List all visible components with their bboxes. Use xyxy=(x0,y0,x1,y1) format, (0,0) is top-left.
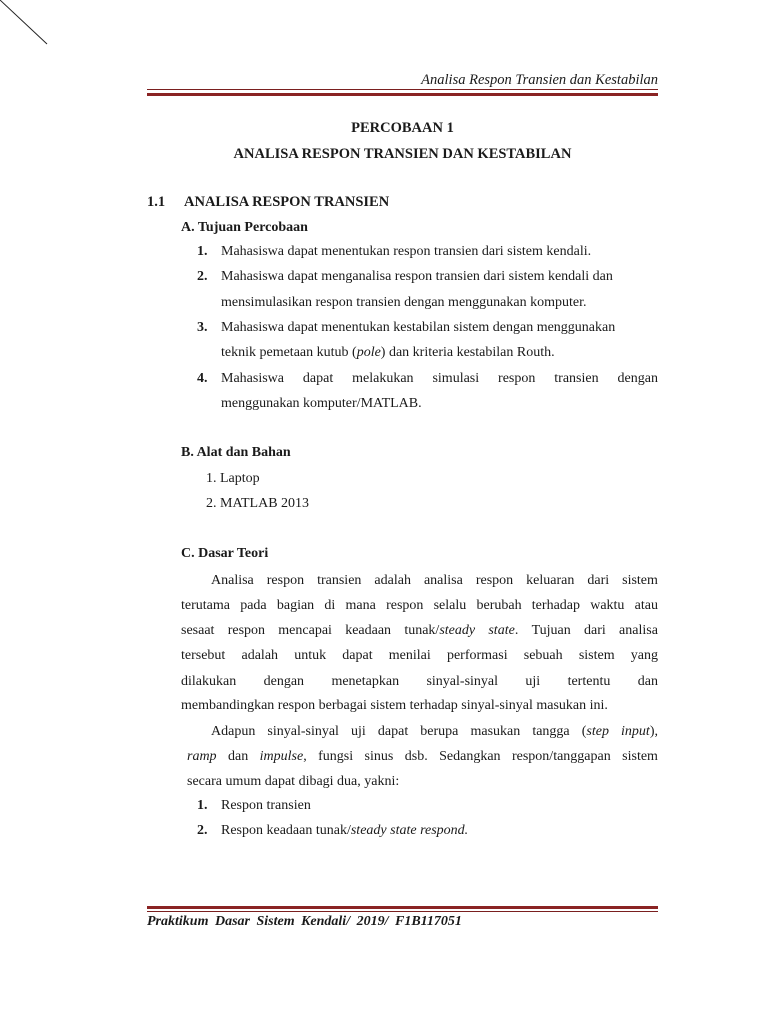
word: yang xyxy=(630,648,658,663)
word: dilakukan xyxy=(181,674,237,689)
header-rule xyxy=(147,89,658,96)
italic-term: pole xyxy=(356,345,381,360)
word: sinus xyxy=(364,749,394,764)
word: masukan xyxy=(470,724,521,739)
word: tersebut xyxy=(181,648,226,663)
word: dengan xyxy=(263,674,305,689)
word: (step xyxy=(581,724,609,739)
list-item xyxy=(197,824,468,838)
word: atau xyxy=(634,598,658,613)
word: impulse, xyxy=(259,749,307,764)
word: analisa xyxy=(619,623,658,638)
word: dapat xyxy=(342,648,373,663)
word: tangga xyxy=(532,724,570,739)
italic-term: steady state respond. xyxy=(350,823,469,838)
list-item-continuation: menggunakan komputer/MATLAB. xyxy=(221,396,422,411)
word: respon xyxy=(498,371,536,386)
word: performasi xyxy=(446,648,508,663)
word: uji xyxy=(351,724,366,739)
paragraph-line xyxy=(187,749,658,765)
paragraph-line xyxy=(181,648,658,664)
word: menetapkan xyxy=(331,674,400,689)
word: respon xyxy=(475,573,514,588)
word: sistem xyxy=(578,648,615,663)
word: terutama xyxy=(181,598,230,613)
list-item: 1. Laptop xyxy=(206,471,260,486)
word: uji xyxy=(525,674,541,689)
word: dapat xyxy=(377,724,409,739)
word: transien xyxy=(554,371,599,386)
alat-heading: B. Alat dan Bahan xyxy=(181,445,291,460)
word: sistem xyxy=(622,749,658,764)
word: respon xyxy=(227,623,266,638)
word: Sedangkan xyxy=(439,749,501,764)
paragraph-line xyxy=(181,598,658,614)
list-item xyxy=(197,245,591,259)
list-number: 3. xyxy=(197,320,208,335)
list-item xyxy=(197,270,658,284)
word: dan xyxy=(227,749,249,764)
corner-mark xyxy=(0,0,60,60)
paragraph-line: membandingkan respon berbagai sistem terhadap sinyal-sinyal masukan ini. xyxy=(181,698,608,713)
word: mana xyxy=(345,598,376,613)
word: berubah xyxy=(476,598,522,613)
word: di xyxy=(324,598,336,613)
word: respon/tanggapan xyxy=(511,749,611,764)
word: menilai xyxy=(388,648,431,663)
word: berupa xyxy=(420,724,459,739)
word: sistem xyxy=(622,573,658,588)
list-text: Mahasiswa dapat menentukan kestabilan sistem dengan menggunakan xyxy=(221,320,616,335)
paragraph-line xyxy=(181,674,658,690)
list-item: 2. MATLAB 2013 xyxy=(206,496,310,511)
word: untuk xyxy=(294,648,327,663)
list-item xyxy=(197,371,658,387)
list-item-continuation: mensimulasikan respon transien dengan menggunakan komputer. xyxy=(221,295,587,310)
word: keluaran xyxy=(526,573,575,588)
word: sinyal-sinyal xyxy=(267,724,339,739)
paragraph-line: secara umum dapat dibagi dua, yakni: xyxy=(187,774,400,789)
word: mencapai xyxy=(278,623,332,638)
word: tertentu xyxy=(567,674,611,689)
word: respon xyxy=(266,573,305,588)
word: respon xyxy=(386,598,424,613)
word: Analisa xyxy=(211,573,254,588)
word: Adapun xyxy=(211,724,256,739)
teori-heading: C. Dasar Teori xyxy=(181,546,269,561)
list-item xyxy=(197,799,311,813)
page-footer: Praktikum Dasar Sistem Kendali/ 2019/ F1B117051 xyxy=(147,914,462,929)
word: simulasi xyxy=(432,371,480,386)
word: dan xyxy=(637,674,658,689)
word: Mahasiswa xyxy=(221,371,284,386)
word: state. xyxy=(488,623,519,638)
word: sinyal-sinyal xyxy=(426,674,499,689)
word: tunak/steady xyxy=(404,623,476,638)
word: terhadap xyxy=(531,598,580,613)
tujuan-heading: A. Tujuan Percobaan xyxy=(181,220,308,235)
paragraph-line xyxy=(211,573,658,589)
list-text: Mahasiswa dapat menganalisa respon transien dari sistem kendali dan xyxy=(221,269,613,284)
list-number: 2. xyxy=(197,823,208,838)
word: adalah xyxy=(241,648,279,663)
list-text: Respon transien xyxy=(221,798,311,813)
word: dsb. xyxy=(404,749,428,764)
word: dapat xyxy=(302,371,334,386)
word: adalah xyxy=(374,573,411,588)
list-text: Mahasiswa dapat menentukan respon transien dari sistem kendali. xyxy=(221,244,592,259)
experiment-title: ANALISA RESPON TRANSIEN DAN KESTABILAN xyxy=(233,146,572,162)
word: waktu xyxy=(590,598,625,613)
word: transien xyxy=(317,573,362,588)
word: keadaan xyxy=(345,623,392,638)
word: dengan xyxy=(617,371,658,386)
list-number: 1. xyxy=(197,244,208,259)
section-title: ANALISA RESPON TRANSIEN xyxy=(184,194,390,210)
word: sebuah xyxy=(523,648,563,663)
paragraph-line xyxy=(181,623,658,639)
paragraph-line xyxy=(211,724,658,740)
word: input), xyxy=(621,724,658,739)
word: analisa xyxy=(423,573,463,588)
list-text xyxy=(221,371,658,387)
word: Tujuan xyxy=(531,623,571,638)
word: selalu xyxy=(433,598,467,613)
footer-rule xyxy=(147,905,658,912)
word: fungsi xyxy=(318,749,354,764)
word: bagian xyxy=(276,598,315,613)
list-number: 2. xyxy=(197,269,208,284)
section-number: 1.1 xyxy=(147,194,166,210)
list-item xyxy=(197,321,615,335)
list-number: 4. xyxy=(197,371,208,386)
list-item-continuation: teknik pemetaan kutub (pole) dan kriteria kestabilan Routh. xyxy=(221,345,555,360)
word: dari xyxy=(587,573,610,588)
word: dari xyxy=(584,623,606,638)
word: melakukan xyxy=(352,371,414,386)
word: pada xyxy=(240,598,267,613)
list-number: 1. xyxy=(197,798,208,813)
list-text: Respon keadaan tunak/ xyxy=(221,823,351,838)
experiment-label: PERCOBAAN 1 xyxy=(351,120,454,136)
word: ramp xyxy=(187,749,217,764)
word: sesaat xyxy=(181,623,215,638)
page-header-title: Analisa Respon Transien dan Kestabilan xyxy=(421,72,658,88)
